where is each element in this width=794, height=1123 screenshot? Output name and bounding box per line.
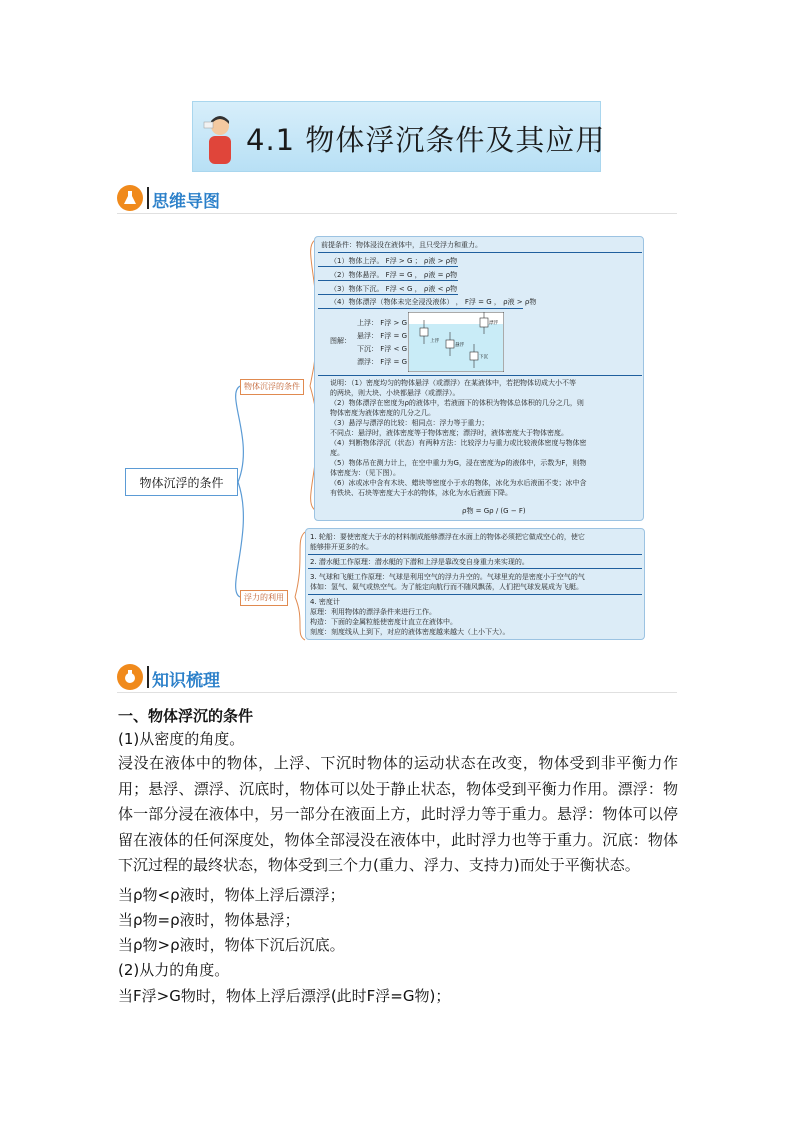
- condition-line: 当ρ物<ρ液时，物体上浮后漂浮；: [118, 886, 345, 904]
- condition-row: （4）物体漂浮（物体未完全浸没液体） ， F浮 = G ， ρ液 > ρ物: [330, 298, 537, 306]
- subheading: (1)从密度的角度。: [118, 730, 245, 748]
- use-line: 能够排开更多的水。: [310, 543, 373, 551]
- section-underline: [117, 692, 677, 693]
- buoyancy-diagram: [408, 312, 504, 372]
- use-item: [310, 572, 585, 592]
- separator: [318, 252, 642, 253]
- note-line: 物体密度为液体密度的几分之几。: [330, 409, 435, 417]
- condition-line: 当ρ物>ρ液时，物体下沉后沉底。: [118, 936, 345, 954]
- note-line: 说明：（1）密度均匀的物体悬浮（或漂浮）在某液体中，若把物体切成大小不等: [330, 379, 576, 387]
- use-line: 体如：氢气、氦气或热空气。为了能定向航行而不随风飘荡，人们把气球发展成为飞艇。: [310, 583, 583, 591]
- condition-row: （1）物体上浮。 F浮 > G ； ρ液 > ρ物: [330, 257, 458, 265]
- knowledge-section-title: 知识梳理: [152, 671, 220, 691]
- use-item: [310, 597, 510, 637]
- note-line: 体密度为：（见下图）。: [330, 469, 400, 477]
- use-line: 3. 气球和飞艇工作原理：气球是利用空气的浮力升空的。气球里充的是密度小于空气的气: [310, 573, 585, 581]
- note-line: （2）物体漂浮在密度为ρ的液体中，若液面下的体积为物体总体积的几分之几，则: [330, 399, 584, 407]
- condition-row: （2）物体悬浮。 F浮 = G ， ρ液 = ρ物: [330, 271, 458, 279]
- note-line: 度。: [330, 449, 344, 457]
- diagram-tag: 悬浮: [455, 343, 464, 348]
- separator: [308, 554, 642, 555]
- separator: [318, 375, 642, 376]
- section-heading: 一、物体浮沉的条件: [118, 707, 254, 725]
- use-line: 刻度：刻度线从上到下，对应的液体密度越来越大（上小下大）。: [310, 628, 510, 636]
- separator: [318, 294, 458, 295]
- note-line: （6）冰或冰中含有木块、蜡块等密度小于水的物体，冰化为水后液面不变；冰中含: [330, 479, 587, 487]
- note-line: （4）判断物体浮沉（状态）有两种方法：比较浮力与重力或比较液体密度与物体密: [330, 439, 587, 447]
- beaker-icon: [121, 668, 139, 686]
- diagram-item: 悬浮： F浮 = G: [357, 332, 407, 340]
- separator: [318, 266, 458, 267]
- note-line: 的两块，则大块、小块都悬浮（或漂浮）。: [330, 389, 460, 397]
- diagram-item: 漂浮： F浮 = G: [357, 358, 407, 366]
- use-line: 2. 潜水艇工作原理：潜水艇的下潜和上浮是靠改变自身重力来实现的。: [310, 558, 529, 566]
- note-line: （3）悬浮与漂浮的比较：相同点：浮力等于重力；: [330, 419, 489, 427]
- mindmap-branch-conditions: 物体沉浮的条件: [240, 379, 304, 395]
- diagram-item: 下沉： F浮 < G: [357, 345, 407, 353]
- note-line: 不同点：悬浮时，液体密度等于物体密度；漂浮时，液体密度大于物体密度。: [330, 429, 568, 437]
- subheading: (2)从力的角度。: [118, 961, 230, 979]
- note-line: （5）物体吊在测力计上，在空中重力为G，浸在密度为ρ的液体中，示数为F，则物: [330, 459, 587, 467]
- use-line: 4. 密度计: [310, 598, 340, 606]
- diagram-tag: 漂浮: [489, 321, 498, 326]
- condition-row: （3）物体下沉。 F浮 < G ， ρ液 < ρ物: [330, 285, 458, 293]
- use-line: 构造：下面的金属粒能使密度计直立在液体中。: [310, 618, 457, 626]
- diagram-tag: 上浮: [430, 339, 439, 344]
- diagram-tag: 下沉: [479, 355, 488, 360]
- body-paragraph: 浸没在液体中的物体，上浮、下沉时物体的运动状态在改变，物体受到非平衡力作用；悬浮、漂浮、沉底时，物体可以处于静止状态，物体受到平衡力作用。漂浮：物体一部分浸在液体中，另一部分在液面上方，此时浮力等于重力。悬浮：物体可以停留在液体的任何深度处，物体全部浸没在液体中，此时浮力也等于重力。沉底：物体下沉过程的最终状态，物体受到三个力(重力、浮力、支持力)而处于平衡状态。: [118, 754, 678, 874]
- premise-text: 前提条件：物体浸没在液体中，且只受浮力和重力。: [321, 241, 482, 249]
- note-line: 有铁块、石块等密度大于水的物体，冰化为水后液面下降。: [330, 489, 512, 497]
- diagram-item: 上浮： F浮 > G: [357, 319, 407, 327]
- section-divider: [147, 666, 149, 688]
- density-formula: ρ物 = Gρ / (G − F): [462, 507, 526, 515]
- mindmap-section-title: 思维导图: [152, 192, 220, 212]
- notes-block: [330, 378, 586, 498]
- use-line: 1. 轮船：要使密度大于水的材料制成能够漂浮在水面上的物体必须把它做成空心的，使它: [310, 533, 585, 541]
- mindmap-root-node: 物体沉浮的条件: [125, 468, 238, 496]
- mindmap-branch-uses: 浮力的利用: [240, 590, 288, 606]
- condition-line: 当ρ物=ρ液时，物体悬浮；: [118, 911, 300, 929]
- diagram-label: 图解：: [330, 337, 351, 345]
- separator: [308, 568, 642, 569]
- separator: [308, 594, 642, 595]
- separator: [318, 308, 523, 309]
- use-item: [310, 532, 585, 552]
- condition-line: 当F浮>G物时，物体上浮后漂浮(此时F浮=G物)；: [118, 987, 451, 1005]
- use-line: 原理：利用物体的漂浮条件来进行工作。: [310, 608, 436, 616]
- separator: [318, 280, 458, 281]
- page-title: 4.1 物体浮沉条件及其应用: [246, 123, 606, 157]
